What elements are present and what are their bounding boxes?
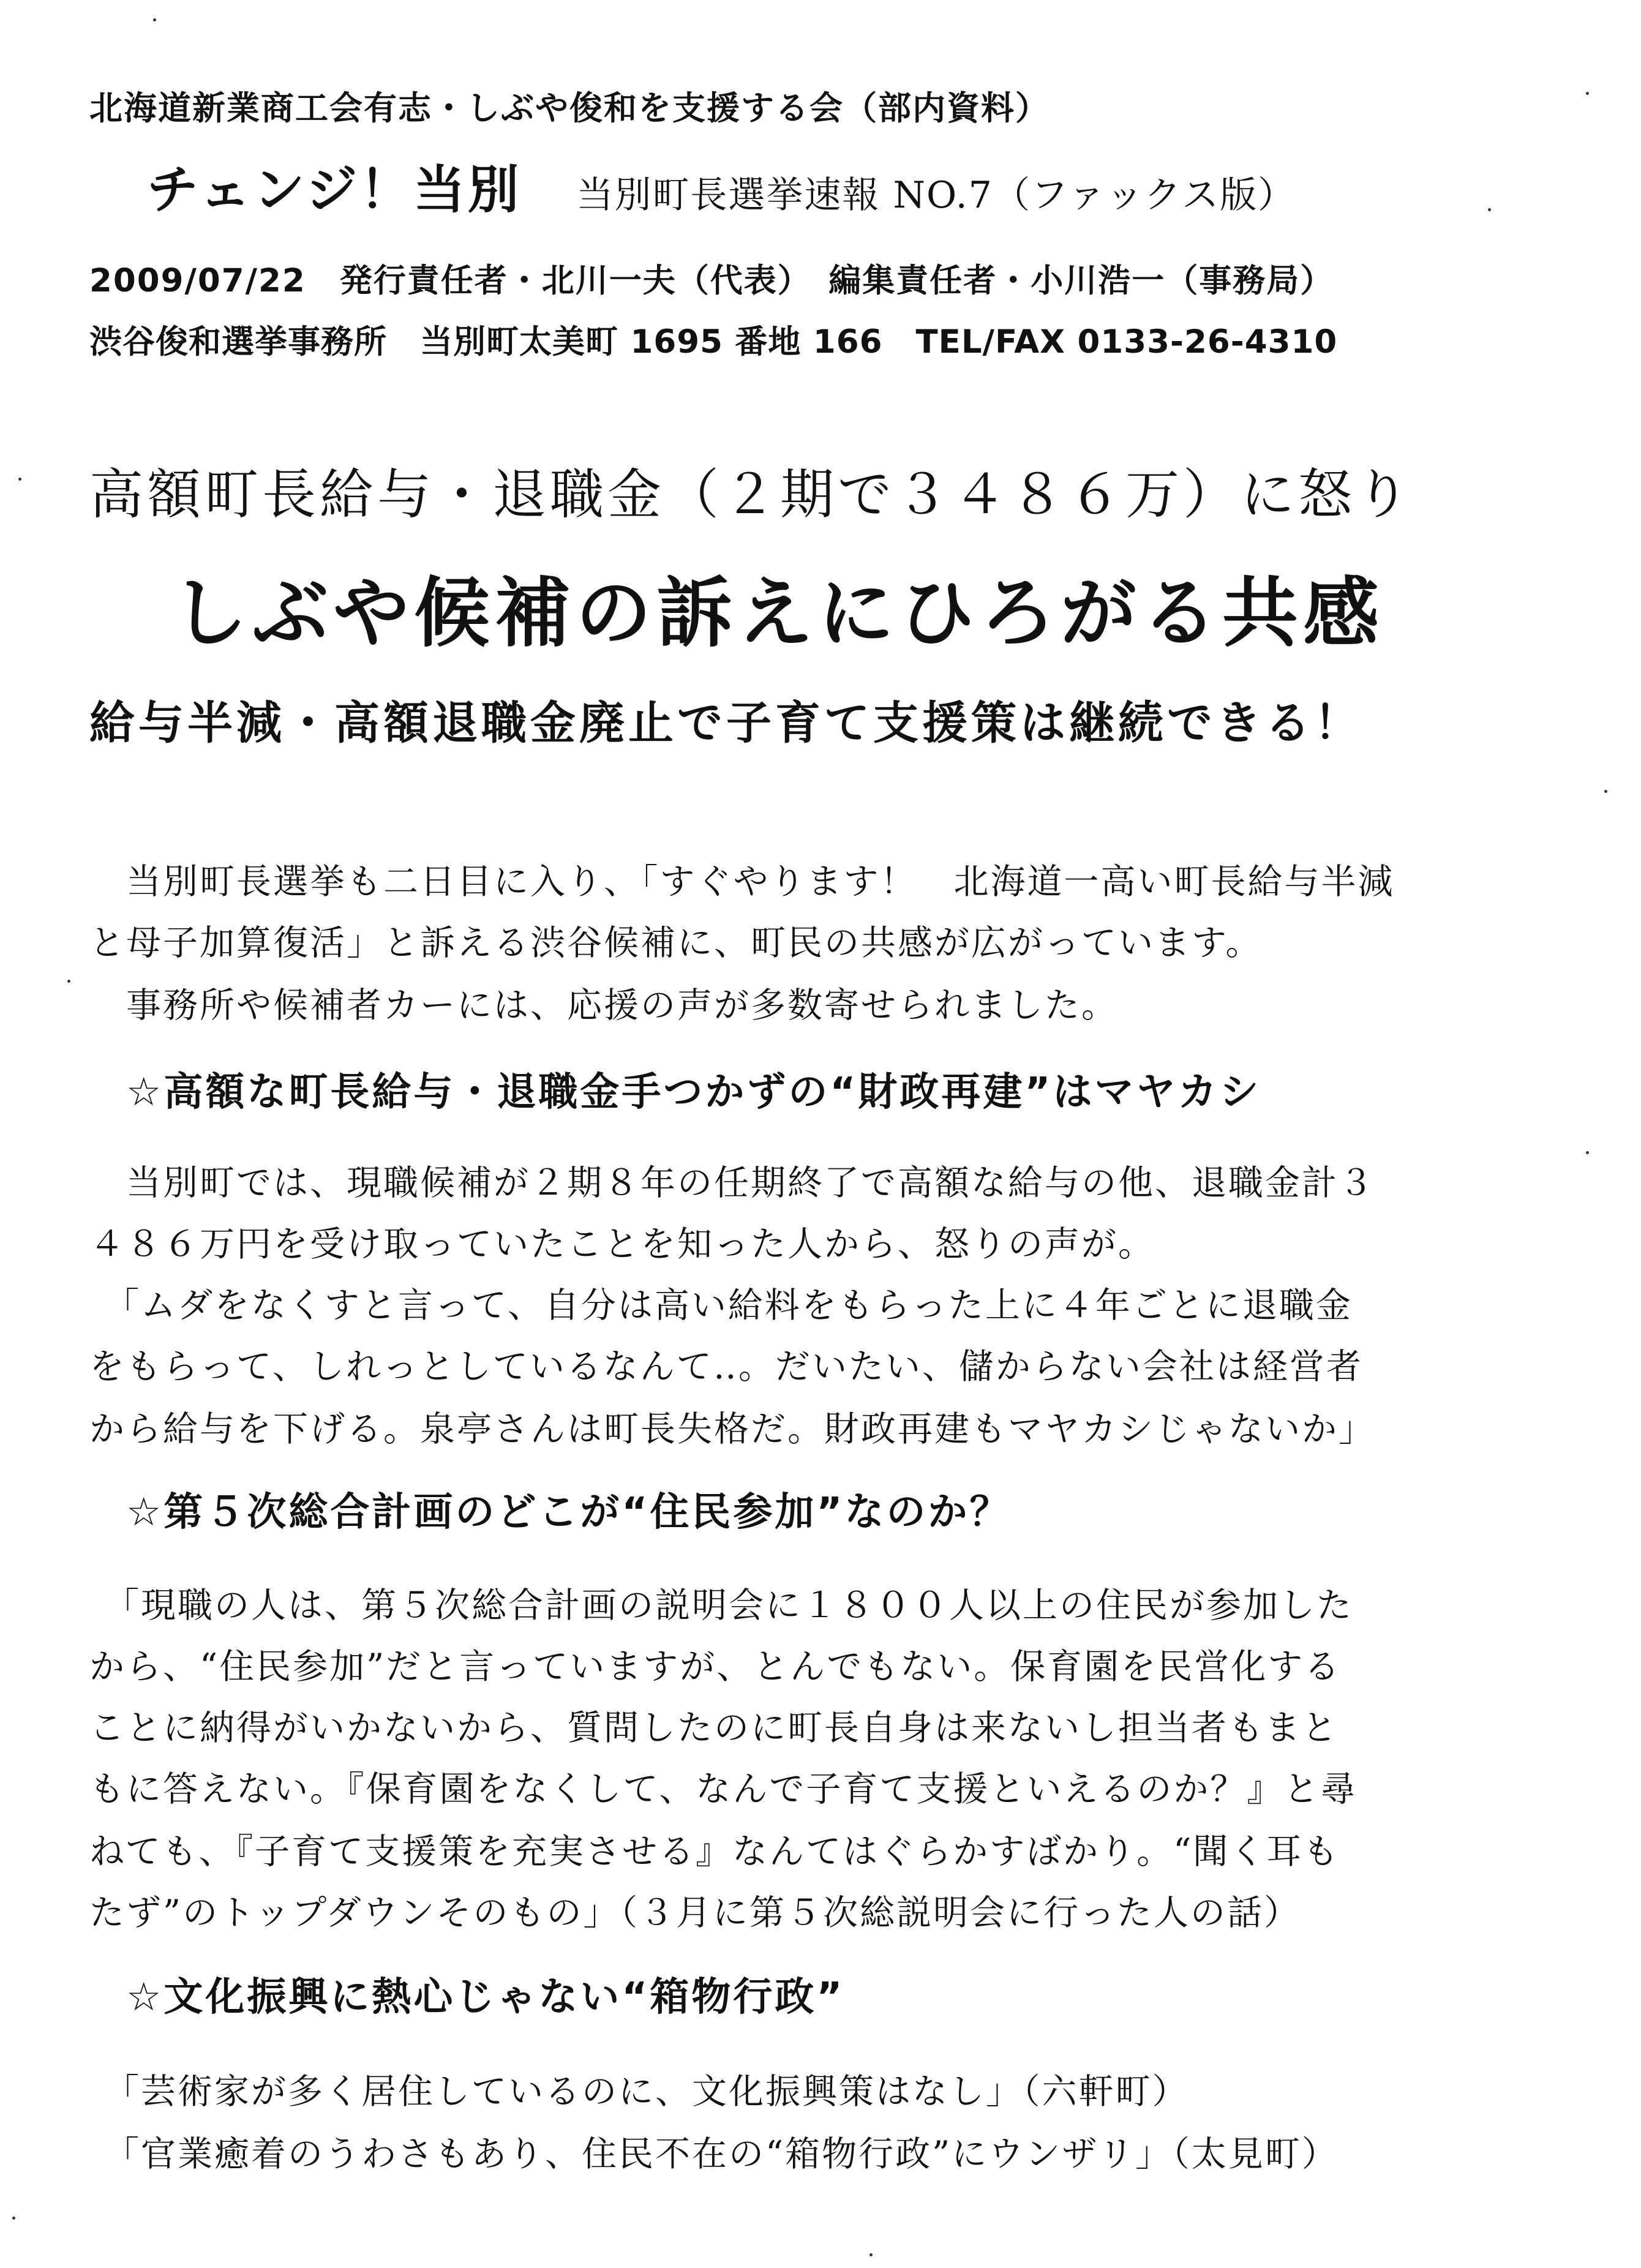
section-3-heading: ☆文化振興に熱心じゃない“箱物行政”: [126, 1975, 845, 2020]
headline-3: 給与半減・高額退職金廃止で子育て支援策は継続できる！: [89, 697, 1363, 749]
section-2-line-3: ことに納得がいかないから、質問したのに町長自身は来ないし担当者もまと: [89, 1708, 1339, 1748]
section-3-line-2: 「官業癒着のうわさもあり、住民不在の“箱物行政”にウンザリ」（太見町）: [104, 2134, 1339, 2174]
scan-speck: [1604, 790, 1607, 793]
intro-line-3: 事務所や候補者カーには、応援の声が多数寄せられました。: [126, 985, 1118, 1026]
section-1-line-2: ４８６万円を受け取っていたことを知った人から、怒りの声が。: [89, 1224, 1155, 1264]
scan-speck: [12, 2217, 15, 2220]
intro-line-1: 当別町長選挙も二日目に入り、「すぐやります！ 北海道一高い町長給与半減: [126, 862, 1395, 902]
scan-speck: [153, 18, 156, 21]
credits-line: 2009/07/22 発行責任者・北川一夫（代表） 編集責任者・小川浩一（事務局）: [89, 262, 1334, 299]
scan-speck: [67, 980, 70, 983]
office-line: 渋谷俊和選挙事務所 当別町太美町 1695 番地 166 TEL/FAX 0133-26-4310: [89, 323, 1338, 361]
scan-speck: [18, 478, 21, 481]
section-2-line-2: から、“住民参加”だと言っていますが、とんでもない。保育園を民営化する: [89, 1647, 1342, 1687]
headline-2: しぶや候補の訴えにひろがる共感: [171, 569, 1384, 658]
intro-line-2: と母子加算復活」と訴える渋谷候補に、町民の共感が広がっています。: [89, 923, 1263, 963]
bulletin-title: 当別町長選挙速報 NO.7（ファックス版）: [576, 174, 1296, 217]
section-1-line-5: から給与を下げる。泉亭さんは町長失格だ。財政再建もマヤカシじゃないか」: [89, 1409, 1375, 1449]
section-1-line-4: をもらって、しれっとしているなんて‥。だいたい、儲からない会社は経営者: [89, 1346, 1363, 1387]
section-2-line-6: たず”のトップダウンそのもの」（３月に第５次総説明会に行った人の話）: [89, 1893, 1301, 1933]
brand-title: チェンジ！当別: [147, 160, 522, 220]
section-3-line-1: 「芸術家が多く居住しているのに、文化振興策はなし」（六軒町）: [104, 2071, 1189, 2112]
scan-speck: [1586, 1151, 1589, 1154]
section-1-heading: ☆高額な町長給与・退職金手つかずの“財政再建”はマヤカシ: [126, 1070, 1261, 1115]
section-2-line-1: 「現職の人は、第５次総合計画の説明会に１８００人以上の住民が参加した: [104, 1585, 1353, 1626]
section-2-line-4: もに答えない。『保育園をなくして、なんで子育て支援といえるのか？』と尋: [89, 1769, 1357, 1809]
scan-speck: [1586, 92, 1589, 95]
org-line: 北海道新業商工会有志・しぶや俊和を支援する会（部内資料）: [89, 89, 1050, 127]
section-1-line-3: 「ムダをなくすと言って、自分は高い給料をもらった上に４年ごとに退職金: [104, 1285, 1353, 1326]
scan-speck: [869, 2253, 873, 2256]
section-1-line-1: 当別町では、現職候補が２期８年の任期終了で高額な給与の他、退職金計３: [126, 1163, 1375, 1203]
section-2-line-5: ねても、『子育て支援策を充実させる』なんてはぐらかすばかり。“聞く耳も: [89, 1831, 1340, 1872]
scan-speck: [1488, 208, 1491, 211]
section-2-heading: ☆第５次総合計画のどこが“住民参加”なのか？: [126, 1490, 1012, 1535]
headline-1: 高額町長給与・退職金（２期で３４８６万）に怒り: [89, 463, 1414, 526]
title-row: [147, 160, 1296, 220]
